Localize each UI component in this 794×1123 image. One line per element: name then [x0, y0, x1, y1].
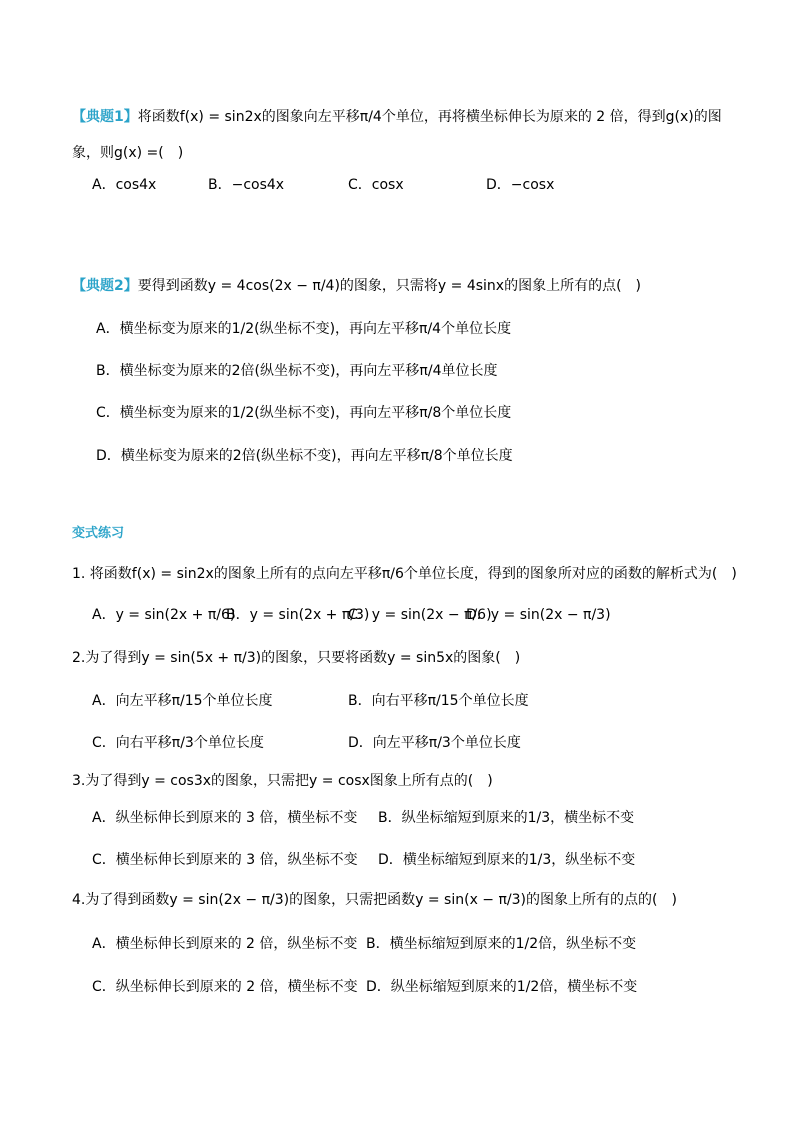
- question-1-option-b: B．y = sin(2x + π/3): [226, 607, 370, 623]
- question-4-stem: 4.为了得到函数y = sin(2x − π/3)的图象，只需把函数y = sin(x − π/3)的图象上所有的点的( ): [72, 892, 677, 908]
- example-1-option-d: D．−cosx: [486, 177, 555, 193]
- example-1-tag: 【典题1】: [72, 109, 138, 125]
- question-4-option-b: B．横坐标缩短到原来的1/2倍，纵坐标不变: [366, 936, 637, 952]
- example-1-text-1: 将函数f(x) = sin2x的图象向左平移π/4个单位，再将横坐标伸长为原来的 2 倍，得到g(x)的图: [137, 109, 722, 125]
- question-3-option-a: A．纵坐标伸长到原来的 3 倍，横坐标不变: [92, 810, 358, 826]
- question-3-option-c: C．横坐标伸长到原来的 3 倍，纵坐标不变: [92, 852, 358, 868]
- question-1-option-a: A．y = sin(2x + π/6): [92, 607, 236, 623]
- question-2-option-d: D．向左平移π/3个单位长度: [348, 735, 521, 751]
- question-2-option-b: B．向右平移π/15个单位长度: [348, 693, 529, 709]
- question-3-stem: 3.为了得到y = cos3x的图象，只需把y = cosx图象上所有点的( ): [72, 773, 493, 789]
- question-2-option-c: C．向右平移π/3个单位长度: [92, 735, 264, 751]
- question-1-option-c: C．y = sin(2x − π/6): [348, 607, 492, 623]
- question-1-stem: 1. 将函数f(x) = sin2x的图象上所有的点向左平移π/6个单位长度，得到的图象所对应的函数的解析式为( ): [72, 566, 737, 582]
- example-1-line-2: 象，则g(x) =( ): [72, 145, 184, 161]
- question-2-option-a: A．向左平移π/15个单位长度: [92, 693, 273, 709]
- example-2-option-c: C．横坐标变为原来的1/2(纵坐标不变)，再向左平移π/8个单位长度: [96, 405, 512, 421]
- example-2-option-b: B．横坐标变为原来的2倍(纵坐标不变)，再向左平移π/4单位长度: [96, 363, 498, 379]
- example-1-option-c: C．cosx: [348, 177, 404, 193]
- question-4-option-a: A．横坐标伸长到原来的 2 倍，纵坐标不变: [92, 936, 358, 952]
- example-1-line-1: [72, 107, 722, 127]
- section-title: 变式练习: [72, 526, 125, 541]
- question-3-option-b: B．纵坐标缩短到原来的1/3，横坐标不变: [378, 810, 635, 826]
- question-2-stem: 2.为了得到y = sin(5x + π/3)的图象，只要将函数y = sin5x的图象( ): [72, 650, 521, 666]
- example-2-option-d: D．横坐标变为原来的2倍(纵坐标不变)，再向左平移π/8个单位长度: [96, 448, 513, 464]
- example-2-tag: 【典题2】: [72, 278, 138, 294]
- example-2-option-a: A．横坐标变为原来的1/2(纵坐标不变)，再向左平移π/4个单位长度: [96, 321, 512, 337]
- example-1-option-b: B．−cos4x: [208, 177, 285, 193]
- example-1-option-a: A．cos4x: [92, 177, 157, 193]
- example-2-text-1: 要得到函数y = 4cos(2x − π/4)的图象，只需将y = 4sinx的图象上所有的点( ): [137, 278, 642, 294]
- example-2-line-1: [72, 276, 641, 296]
- question-4-option-c: C．纵坐标伸长到原来的 2 倍，横坐标不变: [92, 979, 358, 995]
- question-4-option-d: D．纵坐标缩短到原来的1/2倍，横坐标不变: [366, 979, 638, 995]
- question-3-option-d: D．横坐标缩短到原来的1/3，纵坐标不变: [378, 852, 636, 868]
- question-1-option-d: D．y = sin(2x − π/3): [466, 607, 611, 623]
